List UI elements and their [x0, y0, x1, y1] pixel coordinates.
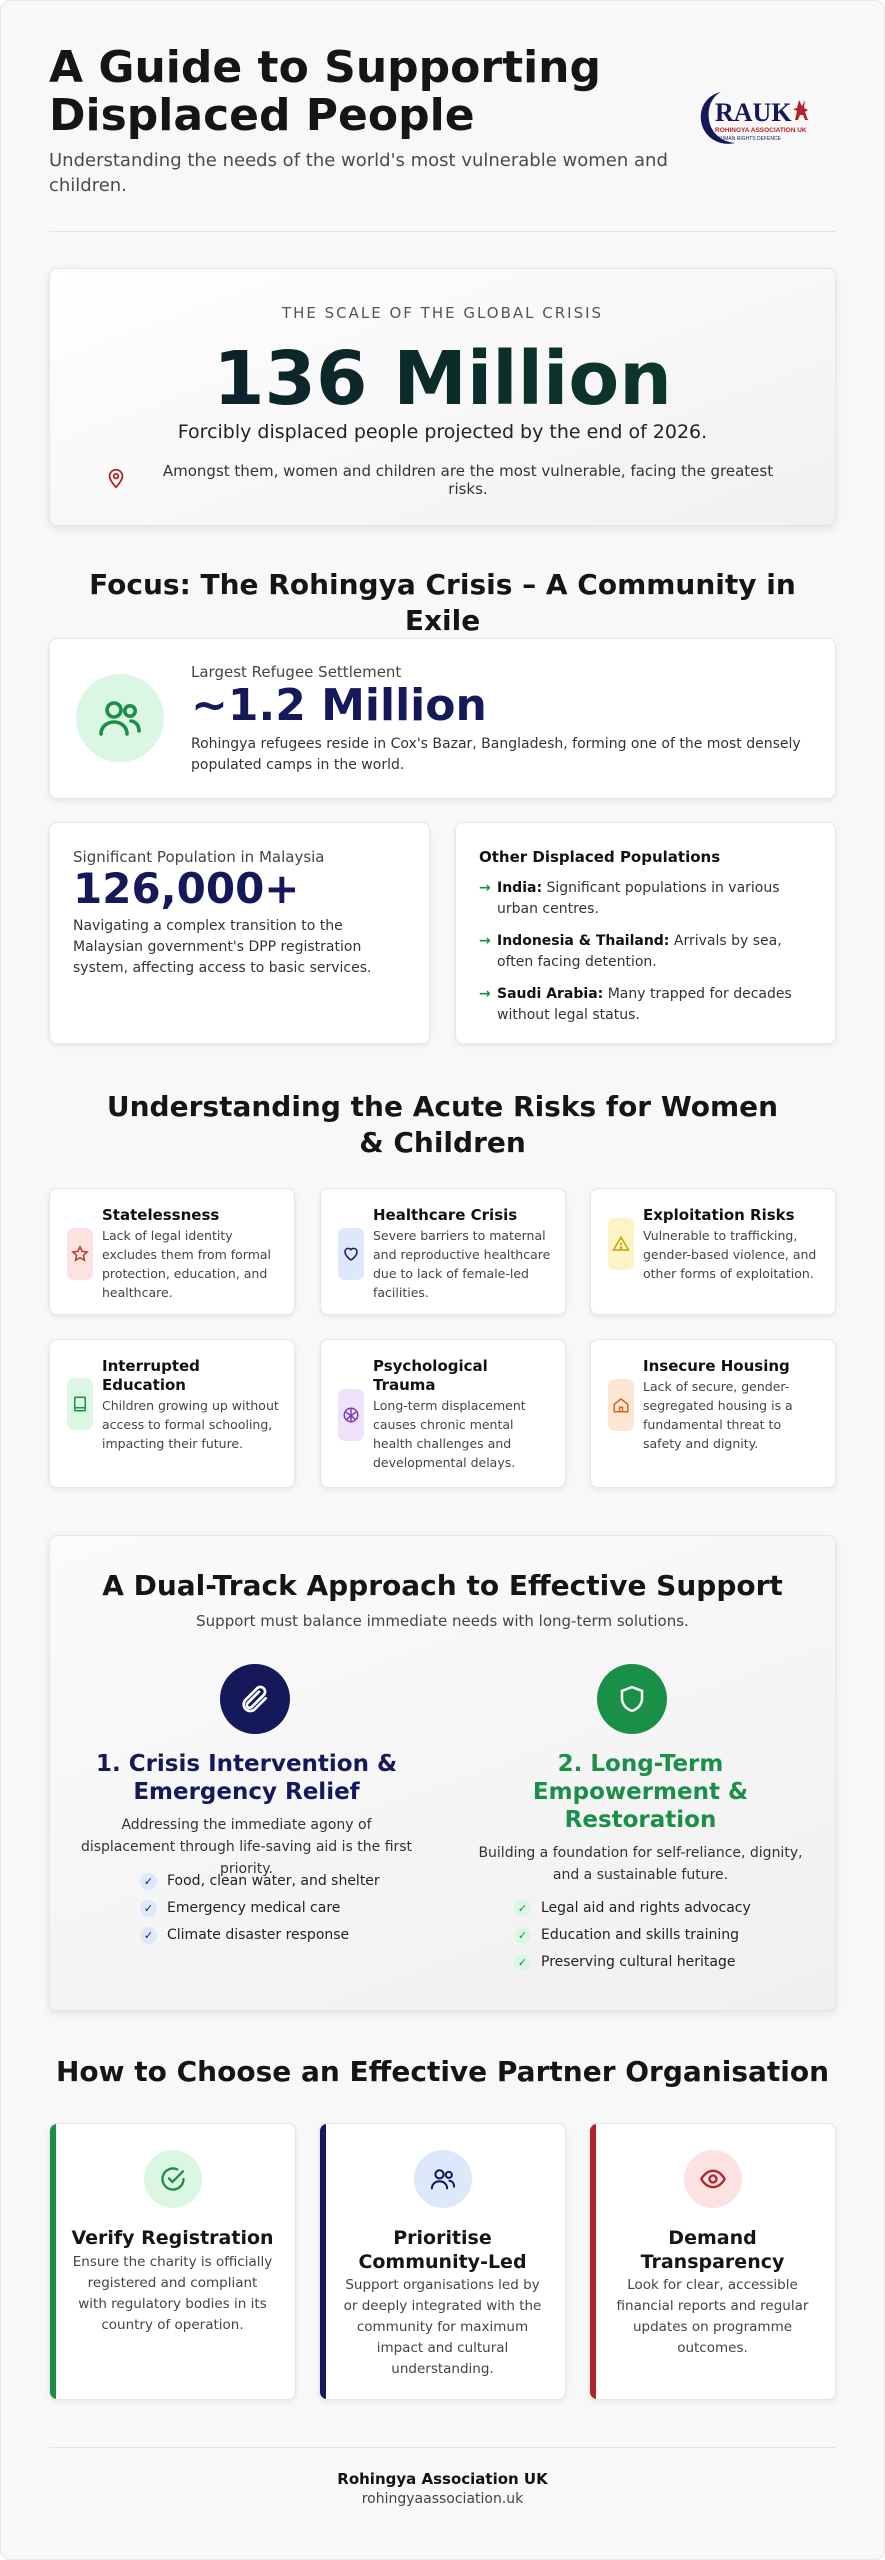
users-icon — [414, 2150, 472, 2208]
dual-track-title: A Dual-Track Approach to Effective Support — [102, 1569, 783, 1602]
header-divider — [49, 231, 836, 232]
logo-wordmark: RAUK — [715, 98, 792, 127]
risk-title: Interrupted Education — [102, 1357, 200, 1394]
partners-section-title: How to Choose an Effective Partner Organisation — [55, 2055, 830, 2088]
risk-title: Healthcare Crisis — [373, 1206, 518, 1224]
star-icon — [67, 1228, 93, 1280]
track-list — [514, 1895, 827, 1976]
scale-note — [105, 462, 795, 498]
track-list — [140, 1868, 433, 1949]
partner-title: Verify Registration — [71, 2227, 274, 2249]
page-title: A Guide to Supporting Displaced People — [49, 42, 601, 141]
risk-card-housing — [590, 1339, 836, 1488]
list-item: ✓ Food, clean water, and shelter — [140, 1868, 433, 1895]
partner-card-verify — [49, 2123, 296, 2400]
list-item: ✓ Preserving cultural heritage — [514, 1949, 827, 1976]
malaysia-text: Navigating a complex transition to the Malaysian government's DPP registration system, affecting access to basic services. — [73, 918, 372, 976]
deer-logo-icon — [793, 100, 808, 120]
house-icon — [608, 1379, 634, 1431]
risk-text: Severe barriers to maternal and reproductive healthcare due to lack of female-led facilities. — [373, 1228, 551, 1300]
heart-icon — [338, 1228, 364, 1280]
rohingya-section-title: Focus: The Rohingya Crisis – A Community in Exile — [89, 568, 796, 637]
check-icon: ✓ — [514, 1927, 531, 1944]
dual-track-subtitle: Support must balance immediate needs with long-term solutions. — [196, 1612, 689, 1630]
track-title: 1. Crisis Intervention & Emergency Relief — [95, 1751, 398, 1805]
risk-title: Statelessness — [102, 1206, 220, 1224]
check-icon: ✓ — [514, 1900, 531, 1917]
risk-card-exploitation — [590, 1188, 836, 1315]
risk-title: Exploitation Risks — [643, 1206, 795, 1224]
list-item: ✓ Climate disaster response — [140, 1922, 433, 1949]
book-icon — [67, 1378, 93, 1430]
risk-title: Psychological Trauma — [373, 1357, 488, 1394]
risk-card-trauma — [320, 1339, 566, 1488]
list-item: → India: Significant populations in various urban centres. — [479, 880, 780, 917]
list-item: → Indonesia & Thailand: Arrivals by sea, often facing detention. — [479, 933, 782, 970]
settlement-card — [49, 638, 836, 799]
paperclip-icon — [220, 1664, 290, 1734]
partner-text: Support organisations led by or deeply integrated with the community for maximum impact and cultural understanding. — [343, 2277, 542, 2377]
global-scale-card — [49, 268, 836, 526]
other-populations-card — [455, 822, 836, 1044]
partner-text: Ensure the charity is officially registered and compliant with regulatory bodies in its country of operation. — [72, 2254, 273, 2333]
scale-description: Forcibly displaced people projected by the end of 2026. — [177, 421, 708, 443]
list-item: ✓ Legal aid and rights advocacy — [514, 1895, 827, 1922]
malaysia-card — [49, 822, 430, 1044]
arrow-right-icon: → — [479, 933, 491, 949]
risk-text: Long-term displacement causes chronic mental health challenges and developmental delays. — [373, 1398, 526, 1470]
users-icon — [76, 674, 164, 762]
risk-card-education — [49, 1339, 295, 1488]
shield-icon — [597, 1664, 667, 1734]
malaysia-stat: 126,000+ — [73, 864, 300, 913]
scale-big-number: 136 Million — [50, 334, 835, 424]
footer-divider — [49, 2447, 836, 2448]
footer-website-link[interactable]: rohingyaassociation.uk — [361, 2491, 524, 2507]
risk-text: Lack of legal identity excludes them from formal protection, education, and healthcare. — [102, 1228, 272, 1300]
risk-card-healthcare — [320, 1188, 566, 1315]
scale-note-text: Amongst them, women and children are the most vulnerable, facing the greatest risks. — [162, 462, 774, 498]
arrow-right-icon: → — [479, 986, 491, 1002]
risk-card-statelessness — [49, 1188, 295, 1315]
partner-title: Prioritise Community-Led — [358, 2227, 527, 2273]
dual-track-card — [49, 1535, 836, 2011]
brain-icon — [338, 1389, 364, 1441]
page-subtitle: Understanding the needs of the world's most vulnerable women and children. — [49, 150, 668, 196]
footer-org-name: Rohingya Association UK — [337, 2470, 548, 2488]
check-icon: ✓ — [140, 1873, 157, 1890]
list-item: ✓ Emergency medical care — [140, 1895, 433, 1922]
check-icon: ✓ — [140, 1900, 157, 1917]
partner-card-community — [319, 2123, 566, 2400]
track-description: Addressing the immediate agony of displacement through life-saving aid is the first priority. — [80, 1817, 413, 1877]
other-populations-title: Other Displaced Populations — [479, 848, 721, 866]
risks-section-title: Understanding the Acute Risks for Women & Children — [106, 1090, 779, 1159]
warning-icon — [608, 1218, 634, 1270]
logo-subtext: ROHINGYA ASSOCIATION UK — [715, 127, 807, 134]
map-pin-icon — [105, 466, 127, 494]
partner-card-transparency — [589, 2123, 836, 2400]
settlement-stat: ~1.2 Million — [191, 680, 487, 731]
logo-tagline: HUMAN RIGHTS DEFENCE — [717, 136, 781, 142]
partner-title: Demand Transparency — [640, 2227, 785, 2273]
accent-bar — [590, 2124, 596, 2399]
list-item: → Saudi Arabia: Many trapped for decades without legal status. — [479, 986, 792, 1023]
accent-bar — [320, 2124, 326, 2399]
check-circle-icon — [144, 2150, 202, 2208]
track-description: Building a foundation for self-reliance, dignity, and a sustainable future. — [478, 1845, 803, 1883]
rauk-logo — [695, 88, 830, 150]
risk-title: Insecure Housing — [643, 1357, 790, 1375]
risk-text: Vulnerable to trafficking, gender-based violence, and other forms of exploitation. — [643, 1228, 817, 1281]
arrow-right-icon: → — [479, 880, 491, 896]
risk-text: Lack of secure, gender-segregated housing is a fundamental threat to safety and dignity. — [643, 1379, 793, 1451]
accent-bar — [50, 2124, 56, 2399]
settlement-eyebrow: Largest Refugee Settlement — [191, 663, 402, 681]
track-title: 2. Long-Term Empowerment & Restoration — [532, 1751, 749, 1833]
eye-icon — [684, 2150, 742, 2208]
malaysia-eyebrow: Significant Population in Malaysia — [73, 848, 325, 866]
other-populations-list — [479, 878, 815, 1037]
risk-text: Children growing up without access to formal schooling, impacting their future. — [102, 1398, 279, 1451]
settlement-text: Rohingya refugees reside in Cox's Bazar, Bangladesh, forming one of the most densely populated camps in the world. — [191, 736, 801, 773]
scale-eyebrow: THE SCALE OF THE GLOBAL CRISIS — [281, 304, 604, 322]
check-icon: ✓ — [514, 1954, 531, 1971]
list-item: ✓ Education and skills training — [514, 1922, 827, 1949]
partner-text: Look for clear, accessible financial reports and regular updates on programme outcomes. — [616, 2277, 809, 2356]
check-icon: ✓ — [140, 1927, 157, 1944]
